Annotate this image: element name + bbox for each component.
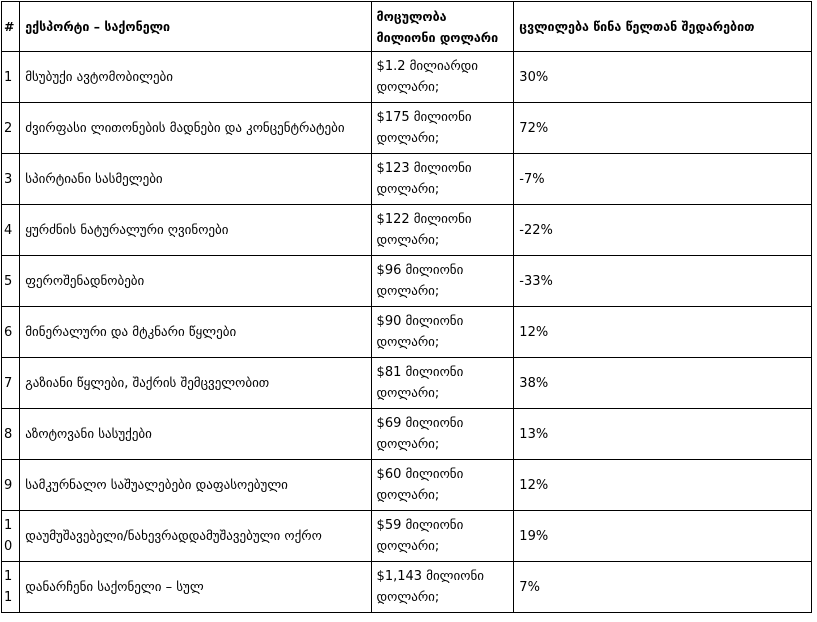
row-number: 3 (2, 154, 20, 205)
row-goods-name: სპირტიანი სასმელები (20, 154, 371, 205)
row-volume (371, 256, 514, 307)
row-volume (371, 511, 514, 562)
row-goods-name: გაზიანი წყლები, შაქრის შემცველობით (20, 358, 371, 409)
row-goods-name: მინერალური და მტკნარი წყლები (20, 307, 371, 358)
table-row (2, 409, 812, 460)
row-number: 5 (2, 256, 20, 307)
row-number: 10 (2, 511, 20, 562)
table-row (2, 460, 812, 511)
table-row (2, 154, 812, 205)
row-volume-unit: დოლარი; (376, 386, 440, 401)
row-change: -22% (514, 205, 812, 256)
row-change: -7% (514, 154, 812, 205)
row-volume (371, 307, 514, 358)
row-goods-name: დანარჩენი საქონელი – სულ (20, 562, 371, 613)
row-goods-name: მსუბუქი ავტომობილები (20, 52, 371, 103)
header-volume: მოცულობა მილიონი დოლარი (371, 2, 514, 52)
row-goods-name: ფეროშენადნობები (20, 256, 371, 307)
table-row (2, 562, 812, 613)
table-row (2, 511, 812, 562)
row-change: 12% (514, 460, 812, 511)
row-volume-unit: დოლარი; (376, 131, 440, 146)
row-volume-amount: $1.2 მილიარდი (376, 59, 479, 74)
row-volume-amount: $175 მილიონი (376, 110, 472, 125)
row-number: 1 (2, 52, 20, 103)
export-goods-table (1, 1, 812, 613)
row-number: 6 (2, 307, 20, 358)
row-number: 8 (2, 409, 20, 460)
row-volume (371, 460, 514, 511)
row-volume-unit: დოლარი; (376, 488, 440, 503)
row-change: 38% (514, 358, 812, 409)
header-change: ცვლილება წინა წელთან შედარებით (514, 2, 812, 52)
row-volume (371, 205, 514, 256)
row-volume-amount: $96 მილიონი (376, 263, 464, 278)
row-volume-amount: $123 მილიონი (376, 161, 472, 176)
row-volume-amount: $122 მილიონი (376, 212, 472, 227)
row-volume-unit: დოლარი; (376, 335, 440, 350)
row-volume-unit: დოლარი; (376, 437, 440, 452)
row-goods-name: ძვირფასი ლითონების მადნები და კონცენტრატები (20, 103, 371, 154)
header-number: # (2, 2, 20, 52)
row-number: 11 (2, 562, 20, 613)
row-change: -33% (514, 256, 812, 307)
row-change: 72% (514, 103, 812, 154)
table-row (2, 52, 812, 103)
row-volume-amount: $81 მილიონი (376, 365, 464, 380)
row-change: 30% (514, 52, 812, 103)
export-table-container (1, 1, 812, 613)
row-volume-unit: დოლარი; (376, 284, 440, 299)
row-volume-unit: დოლარი; (376, 539, 440, 554)
row-volume-unit: დოლარი; (376, 233, 440, 248)
row-volume-unit: დოლარი; (376, 590, 440, 605)
row-volume-amount: $1,143 მილიონი (376, 569, 484, 584)
row-number: 7 (2, 358, 20, 409)
row-volume-amount: $69 მილიონი (376, 416, 464, 431)
row-volume (371, 562, 514, 613)
row-volume (371, 409, 514, 460)
table-row (2, 205, 812, 256)
table-row (2, 307, 812, 358)
row-volume-amount: $59 მილიონი (376, 518, 464, 533)
row-goods-name: აზოტოვანი სასუქები (20, 409, 371, 460)
table-body (2, 52, 812, 613)
row-volume (371, 103, 514, 154)
row-number: 9 (2, 460, 20, 511)
row-change: 7% (514, 562, 812, 613)
row-volume-unit: დოლარი; (376, 80, 440, 95)
row-volume-unit: დოლარი; (376, 182, 440, 197)
row-change: 19% (514, 511, 812, 562)
row-goods-name: ყურძნის ნატურალური ღვინოები (20, 205, 371, 256)
row-goods-name: დაუმუშავებელი/ნახევრადდამუშავებული ოქრო (20, 511, 371, 562)
row-volume (371, 358, 514, 409)
table-row (2, 256, 812, 307)
header-export-goods: ექსპორტი – საქონელი (20, 2, 371, 52)
table-header-row (2, 2, 812, 52)
row-change: 13% (514, 409, 812, 460)
table-row (2, 103, 812, 154)
row-number: 2 (2, 103, 20, 154)
row-goods-name: სამკურნალო საშუალებები დაფასოებული (20, 460, 371, 511)
row-volume (371, 52, 514, 103)
row-change: 12% (514, 307, 812, 358)
row-volume (371, 154, 514, 205)
row-volume-amount: $90 მილიონი (376, 314, 464, 329)
row-volume-amount: $60 მილიონი (376, 467, 464, 482)
row-number: 4 (2, 205, 20, 256)
table-row (2, 358, 812, 409)
